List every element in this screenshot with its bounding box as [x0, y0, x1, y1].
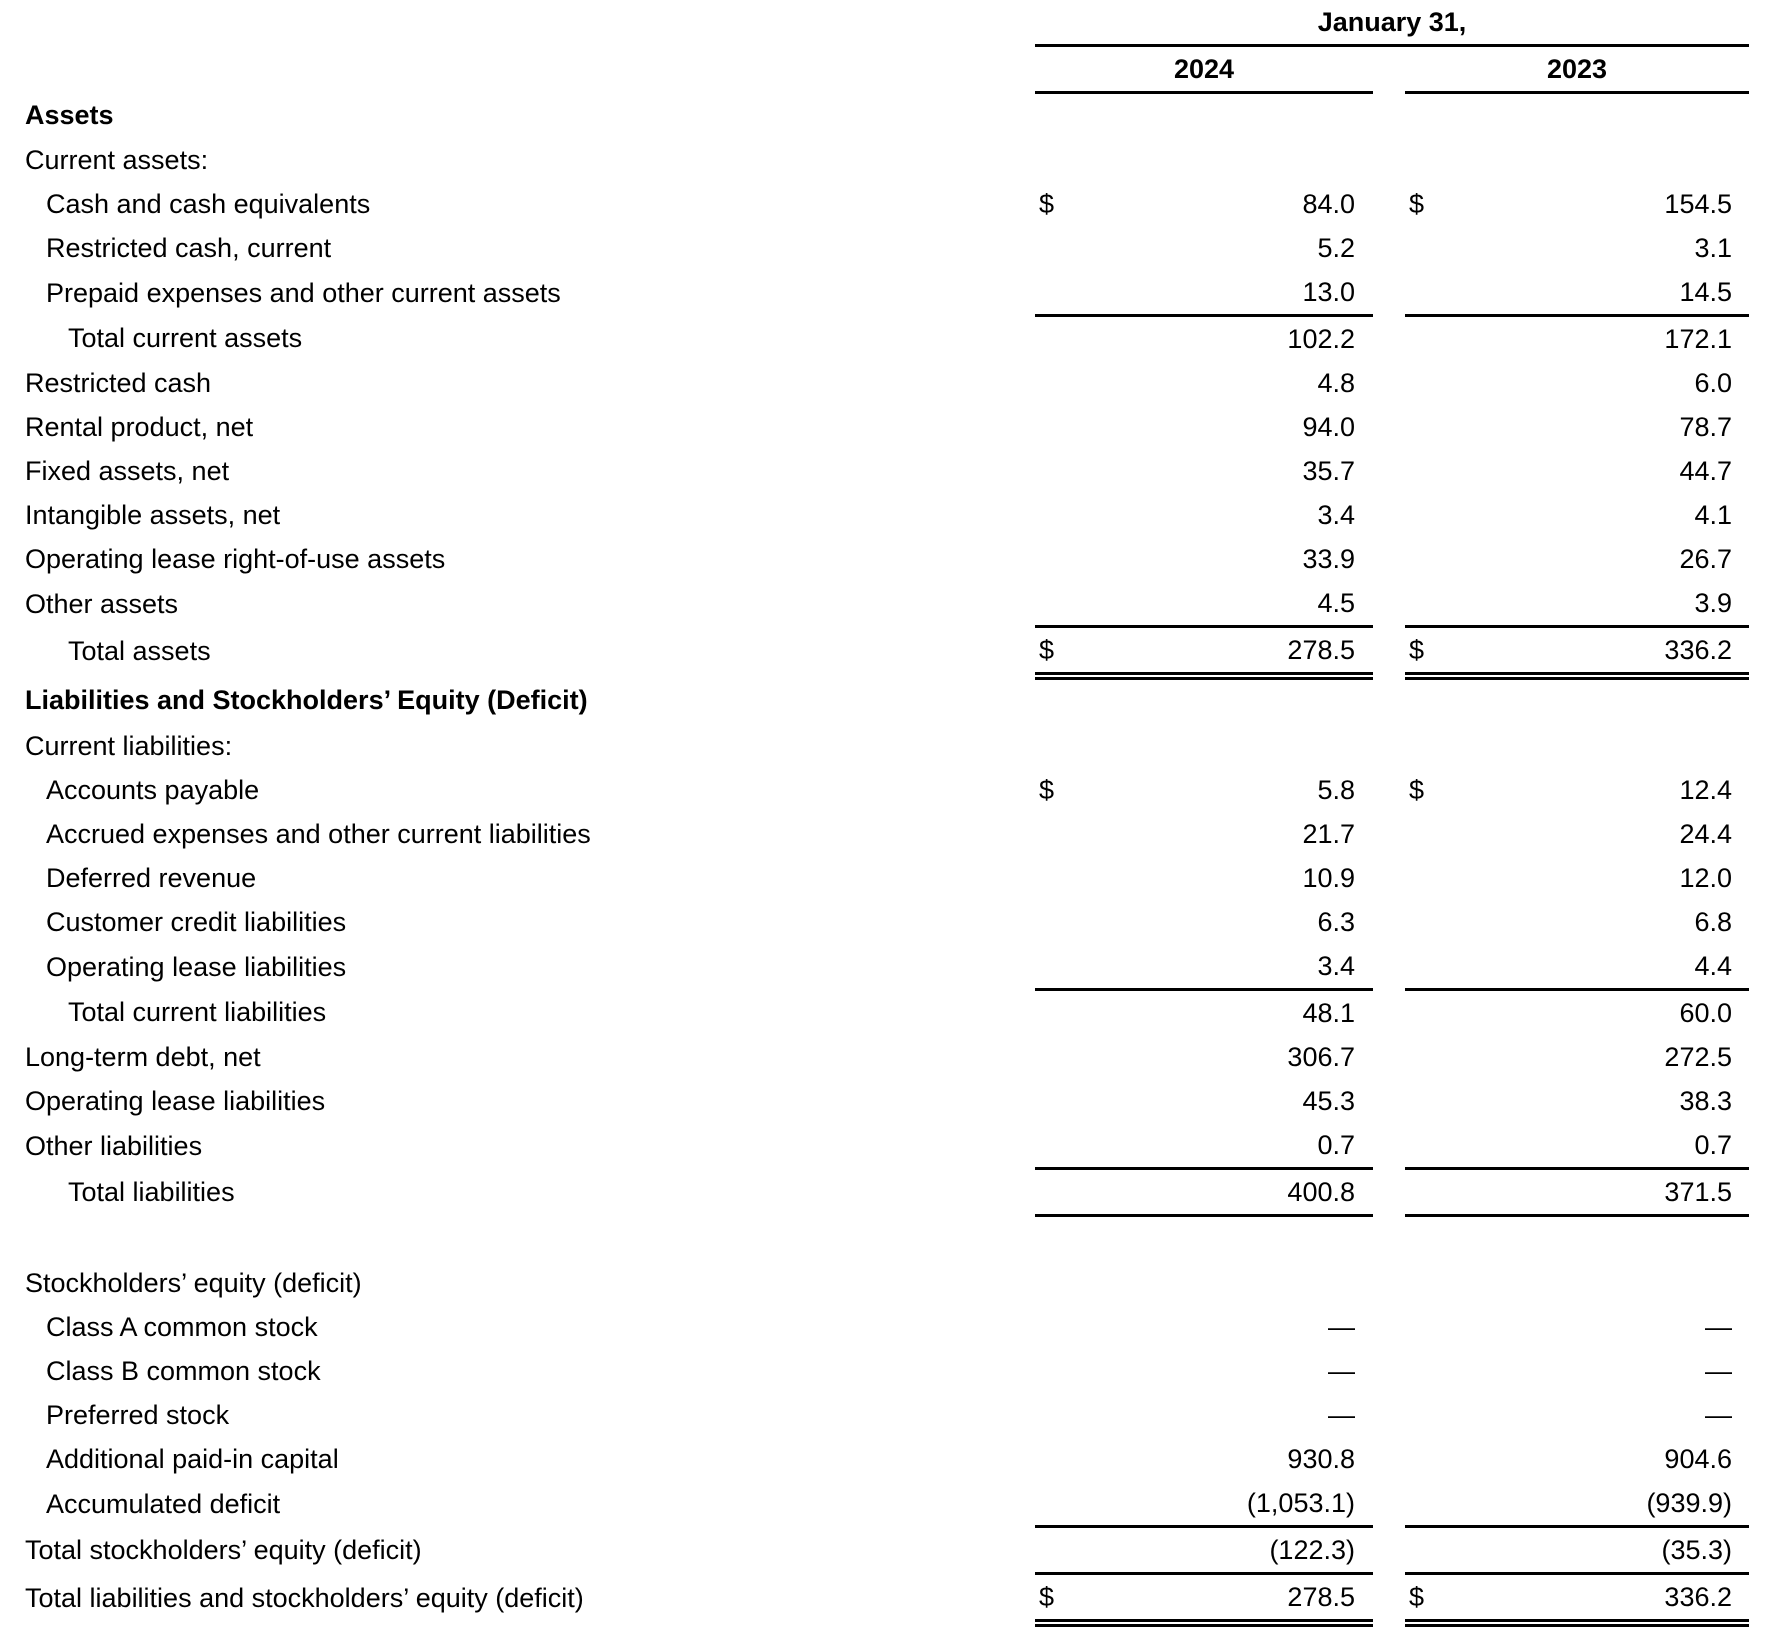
- table-row: [0, 361, 1749, 405]
- row-label: Accounts payable: [46, 775, 260, 805]
- cell-value: 154.5: [1664, 189, 1732, 219]
- table-row: [0, 1261, 1749, 1305]
- column-gap-cell: [1373, 856, 1405, 900]
- column-gap-cell: [1373, 1261, 1405, 1305]
- cell-value: 306.7: [1287, 1042, 1355, 1072]
- table-row: [0, 449, 1749, 493]
- column-gap-cell: [1373, 537, 1405, 581]
- table-row: [0, 581, 1749, 627]
- row-label: Other liabilities: [25, 1130, 203, 1161]
- column-gap-cell: [1373, 405, 1405, 449]
- cell-value: 78.7: [1679, 412, 1732, 442]
- value-2023-cell: [1405, 990, 1749, 1036]
- cell-value: 4.5: [1317, 588, 1355, 618]
- column-gap-cell: [1373, 768, 1405, 812]
- cell-value: 13.0: [1302, 277, 1355, 307]
- cell-value: 102.2: [1287, 324, 1355, 354]
- spacer-row: [0, 1216, 1749, 1262]
- value-2024-cell: [1035, 182, 1373, 226]
- value-2023-cell: [1405, 944, 1749, 990]
- value-2024-cell: [1035, 493, 1373, 537]
- column-gap-cell: [1373, 182, 1405, 226]
- value-2024-cell: [1035, 1169, 1373, 1216]
- table-row: [0, 812, 1749, 856]
- row-label: Class B common stock: [46, 1356, 321, 1386]
- row-label: Stockholders’ equity (deficit): [25, 1268, 362, 1298]
- cell-value: 4.1: [1694, 500, 1732, 530]
- row-label: Preferred stock: [46, 1400, 230, 1430]
- table-row: [0, 768, 1749, 812]
- cell-value: 48.1: [1302, 998, 1355, 1028]
- column-gap-cell: [1373, 1123, 1405, 1169]
- value-2023-cell: [1405, 182, 1749, 226]
- row-label: Restricted cash: [25, 368, 212, 398]
- column-gap-cell: [1373, 493, 1405, 537]
- column-gap-cell: [1373, 812, 1405, 856]
- cell-value: 45.3: [1302, 1086, 1355, 1116]
- currency-symbol: $: [1409, 189, 1425, 219]
- column-gap-cell: [1373, 449, 1405, 493]
- cell-value: 12.4: [1679, 775, 1732, 805]
- value-2024-cell: [1035, 138, 1373, 182]
- row-label: Operating lease liabilities: [25, 1086, 326, 1116]
- value-2024-cell: [1035, 944, 1373, 990]
- value-2024-cell: [1035, 270, 1373, 316]
- cell-value: 400.8: [1287, 1177, 1355, 1207]
- table-row: [0, 405, 1749, 449]
- value-2023-cell: [1405, 581, 1749, 627]
- row-label: Operating lease right-of-use assets: [25, 544, 446, 574]
- cell-value: 336.2: [1664, 635, 1732, 665]
- table-row: [0, 676, 1749, 724]
- table-row: [0, 900, 1749, 944]
- cell-value: 0.7: [1317, 1130, 1355, 1160]
- table-row: [0, 1437, 1749, 1481]
- table-row: [0, 226, 1749, 270]
- row-label: Total assets: [68, 636, 211, 667]
- table-row: [0, 537, 1749, 581]
- value-2024-cell: [1035, 581, 1373, 627]
- column-gap-cell: [1373, 1574, 1405, 1624]
- year-header-2023: 2023: [1405, 46, 1749, 93]
- table-row: [0, 493, 1749, 537]
- cell-value: 5.8: [1317, 775, 1355, 805]
- cell-value: 6.8: [1694, 907, 1732, 937]
- value-2023-cell: [1405, 676, 1749, 724]
- column-gap-cell: [1373, 1527, 1405, 1574]
- value-2023-cell: [1405, 226, 1749, 270]
- value-2023-cell: [1405, 361, 1749, 405]
- row-label: Current assets:: [25, 145, 209, 175]
- value-2023-cell: [1405, 812, 1749, 856]
- table-row: [0, 1574, 1749, 1624]
- row-label: Total stockholders’ equity (deficit): [25, 1535, 422, 1565]
- empty-header-cell: [0, 0, 1035, 46]
- column-gap-cell: [1373, 900, 1405, 944]
- value-2024-cell: [1035, 1574, 1373, 1624]
- cell-value: 3.9: [1694, 588, 1732, 618]
- value-2024-cell: [1035, 627, 1373, 677]
- row-label: Total liabilities: [68, 1177, 235, 1207]
- cell-value: 3.4: [1317, 951, 1355, 981]
- value-2024-cell: [1035, 316, 1373, 362]
- row-label: Long-term debt, net: [25, 1042, 261, 1072]
- table-row: [0, 856, 1749, 900]
- table-row: [0, 1035, 1749, 1079]
- cell-value: 4.4: [1694, 951, 1732, 981]
- currency-symbol: $: [1039, 189, 1055, 219]
- cell-value: 84.0: [1302, 189, 1355, 219]
- value-2023-cell: [1405, 1305, 1749, 1349]
- column-gap-cell: [1373, 627, 1405, 677]
- table-row: [0, 990, 1749, 1036]
- row-label: Other assets: [25, 588, 179, 619]
- cell-value: 5.2: [1317, 233, 1355, 263]
- table-row: [0, 627, 1749, 677]
- column-gap-cell: [1373, 581, 1405, 627]
- cell-value: 6.0: [1694, 368, 1732, 398]
- cell-value: 336.2: [1664, 1582, 1732, 1612]
- value-2023-cell: [1405, 405, 1749, 449]
- row-label: Accumulated deficit: [46, 1488, 281, 1519]
- value-2024-cell: [1035, 361, 1373, 405]
- row-label: Restricted cash, current: [46, 233, 332, 263]
- value-2023-cell: [1405, 1481, 1749, 1527]
- value-2024-cell: [1035, 812, 1373, 856]
- column-gap-cell: [1373, 944, 1405, 990]
- row-label: Liabilities and Stockholders’ Equity (Deficit): [25, 685, 588, 715]
- value-2024-cell: [1035, 1261, 1373, 1305]
- column-gap-cell: [1373, 990, 1405, 1036]
- value-2024-cell: [1035, 405, 1373, 449]
- cell-value: —: [1328, 1356, 1355, 1386]
- value-2024-cell: [1035, 1123, 1373, 1169]
- date-header: January 31,: [1035, 0, 1749, 46]
- cell-value: (35.3): [1661, 1535, 1732, 1565]
- value-2023-cell: [1405, 138, 1749, 182]
- row-label: Deferred revenue: [46, 863, 257, 893]
- column-gap-cell: [1373, 93, 1405, 139]
- column-gap-cell: [1373, 1349, 1405, 1393]
- table-row: [0, 1393, 1749, 1437]
- column-gap-cell: [1373, 1079, 1405, 1123]
- value-2024-cell: [1035, 1305, 1373, 1349]
- value-2023-cell: [1405, 1393, 1749, 1437]
- table-row: [0, 316, 1749, 362]
- currency-symbol: $: [1039, 1582, 1055, 1612]
- value-2023-cell: [1405, 1261, 1749, 1305]
- currency-symbol: $: [1039, 775, 1055, 805]
- column-gap-cell: [1373, 724, 1405, 768]
- row-label: Current liabilities:: [25, 731, 233, 761]
- year-header-2024: 2024: [1035, 46, 1373, 93]
- row-label: Total current assets: [68, 323, 303, 354]
- table-row: [0, 1349, 1749, 1393]
- value-2023-cell: [1405, 1437, 1749, 1481]
- spacer-cell: [0, 1216, 1749, 1262]
- value-2024-cell: [1035, 724, 1373, 768]
- table-row: [0, 1169, 1749, 1216]
- cell-value: 94.0: [1302, 412, 1355, 442]
- value-2024-cell: [1035, 226, 1373, 270]
- row-label: Accrued expenses and other current liabilities: [46, 819, 591, 849]
- cell-value: 21.7: [1302, 819, 1355, 849]
- cell-value: 172.1: [1664, 324, 1732, 354]
- empty-header-cell: [0, 46, 1035, 93]
- row-label: Cash and cash equivalents: [46, 189, 371, 219]
- value-2024-cell: [1035, 93, 1373, 139]
- cell-value: 38.3: [1679, 1086, 1732, 1116]
- value-2024-cell: [1035, 537, 1373, 581]
- column-gap-cell: [1373, 138, 1405, 182]
- cell-value: 10.9: [1302, 863, 1355, 893]
- value-2024-cell: [1035, 900, 1373, 944]
- cell-value: 24.4: [1679, 819, 1732, 849]
- value-2023-cell: [1405, 768, 1749, 812]
- row-label: Assets: [25, 100, 114, 131]
- row-label: Fixed assets, net: [25, 456, 230, 486]
- table-row: [0, 138, 1749, 182]
- value-2023-cell: [1405, 537, 1749, 581]
- table-row: [0, 1123, 1749, 1169]
- value-2024-cell: [1035, 1349, 1373, 1393]
- table-row: [0, 1079, 1749, 1123]
- column-gap-cell: [1373, 1481, 1405, 1527]
- value-2023-cell: [1405, 1349, 1749, 1393]
- value-2023-cell: [1405, 316, 1749, 362]
- currency-symbol: $: [1039, 635, 1055, 665]
- cell-value: 0.7: [1694, 1130, 1732, 1160]
- table-row: [0, 93, 1749, 139]
- value-2024-cell: [1035, 449, 1373, 493]
- cell-value: 60.0: [1679, 998, 1732, 1028]
- value-2023-cell: [1405, 900, 1749, 944]
- value-2023-cell: [1405, 627, 1749, 677]
- value-2023-cell: [1405, 856, 1749, 900]
- value-2023-cell: [1405, 1079, 1749, 1123]
- cell-value: 12.0: [1679, 863, 1732, 893]
- column-gap-cell: [1373, 361, 1405, 405]
- value-2024-cell: [1035, 1393, 1373, 1437]
- column-gap-cell: [1373, 676, 1405, 724]
- row-label: Customer credit liabilities: [46, 907, 347, 937]
- cell-value: 278.5: [1287, 635, 1355, 665]
- cell-value: 278.5: [1287, 1582, 1355, 1612]
- cell-value: 371.5: [1664, 1177, 1732, 1207]
- cell-value: 6.3: [1317, 907, 1355, 937]
- value-2023-cell: [1405, 270, 1749, 316]
- currency-symbol: $: [1409, 1582, 1425, 1612]
- value-2024-cell: [1035, 1079, 1373, 1123]
- table-row: [0, 270, 1749, 316]
- value-2024-cell: [1035, 768, 1373, 812]
- currency-symbol: $: [1409, 775, 1425, 805]
- value-2024-cell: [1035, 1481, 1373, 1527]
- value-2023-cell: [1405, 724, 1749, 768]
- column-gap-cell: [1373, 316, 1405, 362]
- cell-value: 4.8: [1317, 368, 1355, 398]
- row-label: Additional paid-in capital: [46, 1444, 339, 1474]
- row-label: Intangible assets, net: [25, 500, 281, 530]
- row-label: Prepaid expenses and other current assets: [46, 277, 561, 308]
- table-body: [0, 93, 1749, 1624]
- cell-value: (1,053.1): [1246, 1488, 1355, 1518]
- value-2023-cell: [1405, 1035, 1749, 1079]
- cell-value: (939.9): [1646, 1488, 1732, 1518]
- column-gap-cell: [1373, 1305, 1405, 1349]
- column-gap-cell: [1373, 270, 1405, 316]
- value-2024-cell: [1035, 856, 1373, 900]
- cell-value: 3.4: [1317, 500, 1355, 530]
- cell-value: 14.5: [1679, 277, 1732, 307]
- row-label: Total current liabilities: [68, 997, 327, 1028]
- value-2023-cell: [1405, 493, 1749, 537]
- currency-symbol: $: [1409, 635, 1425, 665]
- column-gap-cell: [1373, 226, 1405, 270]
- column-gap-cell: [1373, 1169, 1405, 1216]
- value-2023-cell: [1405, 1123, 1749, 1169]
- cell-value: —: [1328, 1400, 1355, 1430]
- column-gap-cell: [1373, 1035, 1405, 1079]
- cell-value: 26.7: [1679, 544, 1732, 574]
- cell-value: —: [1705, 1312, 1732, 1342]
- column-gap-cell: [1373, 1393, 1405, 1437]
- value-2024-cell: [1035, 1437, 1373, 1481]
- table-row: [0, 182, 1749, 226]
- year-header-gap: [1373, 46, 1405, 93]
- row-label: Rental product, net: [25, 412, 254, 442]
- value-2023-cell: [1405, 1527, 1749, 1574]
- date-header-row: [0, 0, 1749, 46]
- cell-value: 44.7: [1679, 456, 1732, 486]
- cell-value: (122.3): [1269, 1535, 1355, 1565]
- column-gap-cell: [1373, 1437, 1405, 1481]
- row-label: Total liabilities and stockholders’ equity (deficit): [25, 1583, 584, 1614]
- year-header-row: [0, 46, 1749, 93]
- row-label: Operating lease liabilities: [46, 951, 347, 982]
- value-2024-cell: [1035, 990, 1373, 1036]
- value-2024-cell: [1035, 676, 1373, 724]
- table-row: [0, 944, 1749, 990]
- cell-value: 35.7: [1302, 456, 1355, 486]
- value-2023-cell: [1405, 449, 1749, 493]
- value-2023-cell: [1405, 1169, 1749, 1216]
- cell-value: 930.8: [1287, 1444, 1355, 1474]
- table-row: [0, 724, 1749, 768]
- row-label: Class A common stock: [46, 1312, 318, 1342]
- table-row: [0, 1527, 1749, 1574]
- value-2024-cell: [1035, 1035, 1373, 1079]
- value-2023-cell: [1405, 1574, 1749, 1624]
- cell-value: —: [1328, 1312, 1355, 1342]
- table-row: [0, 1481, 1749, 1527]
- cell-value: —: [1705, 1400, 1732, 1430]
- cell-value: 33.9: [1302, 544, 1355, 574]
- table-row: [0, 1305, 1749, 1349]
- cell-value: 904.6: [1664, 1444, 1732, 1474]
- cell-value: 272.5: [1664, 1042, 1732, 1072]
- cell-value: —: [1705, 1356, 1732, 1386]
- value-2023-cell: [1405, 93, 1749, 139]
- cell-value: 3.1: [1694, 233, 1732, 263]
- value-2024-cell: [1035, 1527, 1373, 1574]
